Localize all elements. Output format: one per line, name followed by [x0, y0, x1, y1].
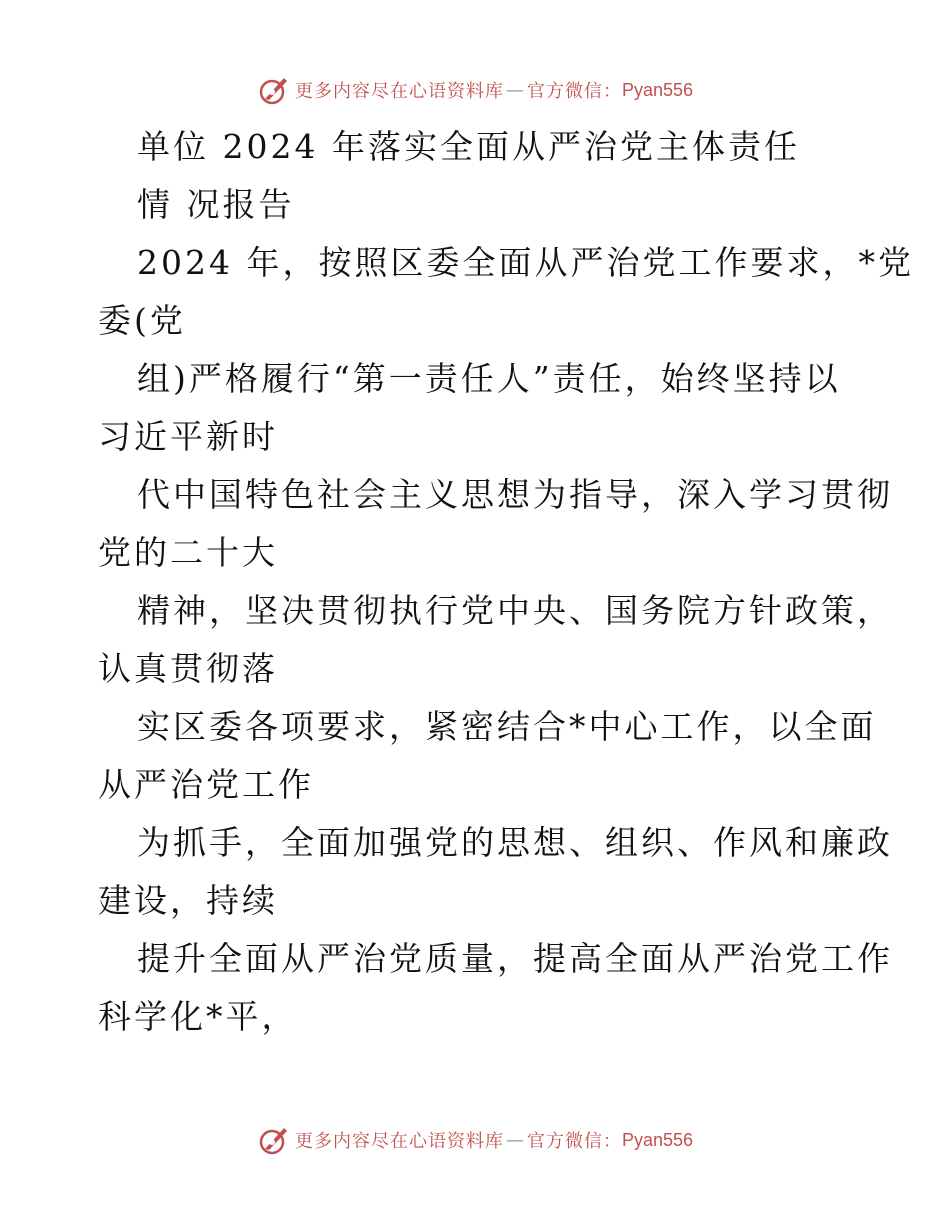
paragraph-line: 委(党 — [98, 301, 186, 340]
paragraph-line: 从严治党工作 — [98, 765, 314, 804]
watermark-wechat-id: Pyan556 — [621, 1129, 694, 1150]
paragraph-line: 提升全面从严治党质量，提高全面从严治党工作 — [137, 939, 893, 978]
paragraph-line: 科学化*平， — [98, 997, 298, 1036]
document-body — [0, 118, 950, 1046]
title-line-2: 情 况报告 — [137, 185, 295, 224]
paragraph-line: 2024 年，按照区委全面从严治党工作要求，*党 — [137, 243, 914, 282]
paragraph-line: 为抓手，全面加强党的思想、组织、作风和廉政 — [137, 823, 893, 862]
paragraph-line: 建设，持续 — [98, 881, 278, 920]
watermark-suffix: 官方微信： — [526, 1131, 622, 1152]
title-line-1: 单位 2024 年落实全面从严治党主体责任 — [137, 127, 800, 166]
watermark-wechat-id: Pyan556 — [621, 79, 694, 100]
paragraph-line: 组)严格履行“第一责任人”责任，始终坚持以 — [137, 359, 841, 398]
paragraph-line: 党的二十大 — [98, 533, 278, 572]
watermark-brand: 更多内容尽在心语资料库 — [294, 1131, 504, 1152]
paragraph-line: 精神，坚决贯彻执行党中央、国务院方针政策， — [137, 591, 893, 630]
paragraph-line: 实区委各项要求，紧密结合*中心工作，以全面 — [137, 707, 877, 746]
quill-logo-icon — [257, 73, 291, 107]
quill-logo-icon — [257, 1123, 291, 1157]
watermark-separator: — — [505, 79, 525, 101]
paragraph-line: 习近平新时 — [98, 417, 278, 456]
paragraph-line: 认真贯彻落 — [98, 649, 278, 688]
watermark-brand: 更多内容尽在心语资料库 — [294, 81, 504, 102]
header-watermark — [0, 70, 950, 110]
footer-watermark — [0, 1120, 950, 1160]
watermark-suffix: 官方微信： — [526, 81, 622, 102]
watermark-separator: — — [505, 1129, 525, 1151]
paragraph-line: 代中国特色社会主义思想为指导，深入学习贯彻 — [137, 475, 893, 514]
